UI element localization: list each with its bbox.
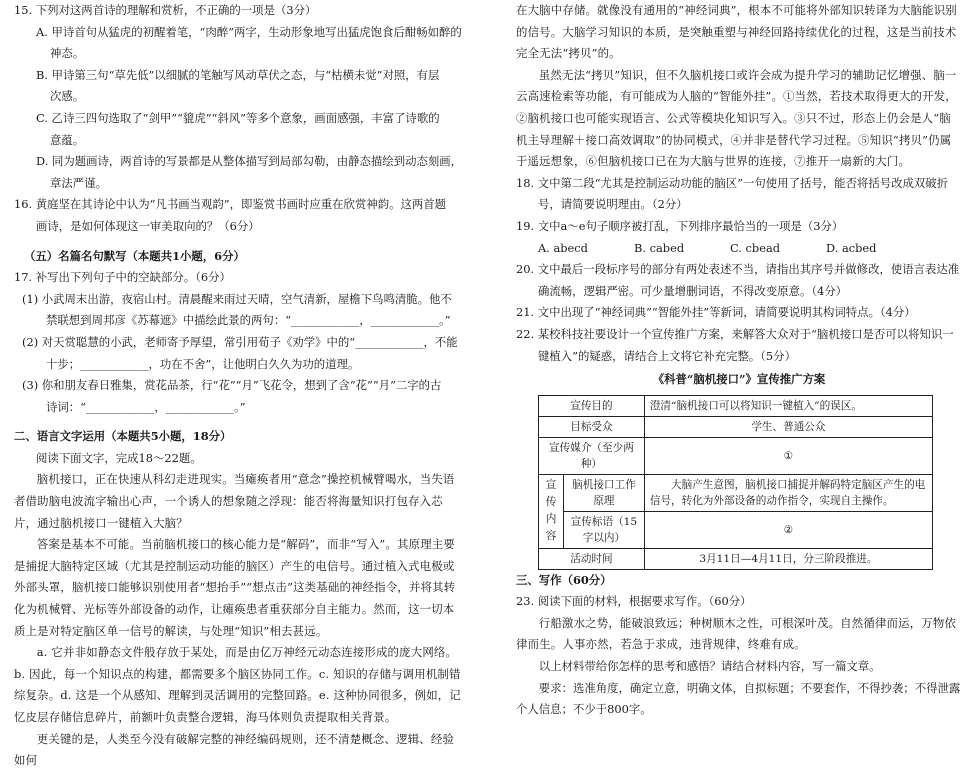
audience-label: 目标受众 <box>539 416 645 437</box>
q17-item-1: (1) 小武周末出游，夜宿山村。清晨醒来雨过天晴，空气清新，屋檐下鸟鸣清脆。他不 <box>22 291 452 306</box>
q15-option-c-cont: 意蕴。 <box>50 132 85 147</box>
table-row <box>539 548 933 569</box>
slogan-answer-slot: ② <box>644 511 932 548</box>
q17-item-2: (2) 对天赏聪慧的小武，老师寄予厚望，常引用荀子《劝学》中的“____________，不能 <box>22 334 458 349</box>
q23-stem: 23. 阅读下面的材料，根据要求写作。（60分） <box>516 594 752 609</box>
content-label: 宣传内容 <box>539 474 564 548</box>
table-row <box>539 437 933 474</box>
q17-stem: 17. 补写出下列句子中的空缺部分。（6分） <box>14 270 231 285</box>
slogan-label: 宣传标语（15字以内） <box>564 511 645 548</box>
table-row <box>539 474 933 511</box>
passage-option-a: a. 它并非如静态文件般存放于某处，而是由亿万神经元动态连接形成的庞大网络。 <box>36 645 458 660</box>
section-5-heading: （五）名篇名句默写（本题共1小题，6分） <box>24 248 245 263</box>
purpose-value: 澄清“脑机接口可以将知识一键植入”的误区。 <box>644 395 932 416</box>
q17-item-1-cont: 禁联想到周邦彦《苏幕遮》中描绘此景的两句：“____________，____________。” <box>46 313 451 328</box>
time-label: 活动时间 <box>539 548 645 569</box>
q17-item-3: (3) 你和朋友春日雅集，赏花品茶，行“花”“月”飞花令，想到了含“花”“月”二字的古 <box>22 378 442 393</box>
writing-prompt: 以上材料带给你怎样的思考和感悟？请结合材料内容，写一篇文章。 <box>538 659 881 674</box>
q19-option-a: A. abecd <box>538 240 588 255</box>
q15-option-a: A. 甲诗首句从猛虎的初醒着笔，“肉醉”两字，生动形象地写出猛虎饱食后酣畅如醉的 <box>36 24 462 39</box>
q15-option-d-cont: 章法严谨。 <box>50 175 107 190</box>
passage-options-b-e: b. 因此，每一个知识点的构建，都需要多个脑区协同工作。c. 知识的存储与调用机制错综复杂。d. 这是一个从感知、理解到灵活调用的完整回路。e. 这种协同很多，例如，记忆皮层存储信息碎片，前额叶负责整合逻辑，海马体则负责提取相关背景。 <box>14 666 461 724</box>
q22-stem-cont: 键植入”的疑惑，请结合上文将它补充完整。（5分） <box>538 348 796 363</box>
q19-option-d: D. acbed <box>826 240 877 255</box>
writing-material: 行船激水之势，能破浪致远；种树顺木之性，可根深叶茂。自然循律而运，万物依律而生。人事亦然，若急于求成，违背规律，终难有成。 <box>516 615 957 652</box>
q21-stem: 21. 文中出现了“神经词典”“智能外挂”等新词，请简要说明其构词特点。（4分） <box>516 305 916 320</box>
media-answer-slot: ① <box>644 437 932 474</box>
q20-stem-cont: 确流畅，逻辑严密。可少量增删词语，不得改变原意。（4分） <box>538 283 848 298</box>
right-column <box>516 0 962 721</box>
q15-option-b: B. 甲诗第三句“草先低”以细腻的笔触写风动草伏之态，与“枯横未觉”对照，有层 <box>36 67 440 82</box>
writing-requirements: 要求：选准角度，确定立意，明确文体，自拟标题；不要套作，不得抄袭；不得泄露个人信息；不少于800字。 <box>516 680 961 717</box>
purpose-label: 宣传目的 <box>539 395 645 416</box>
q15-option-c: C. 乙诗三四句选取了“剑甲”“貔虎”“斜风”等多个意象，画面感强，丰富了诗歌的 <box>36 110 440 125</box>
principle-value: 大脑产生意图，脑机接口捕捉并解码特定脑区产生的电信号，转化为外部设备的动作指令，实现自主操作。 <box>644 474 932 511</box>
q18-stem: 18. 文中第二段“尤其是控制运动功能的脑区”一句使用了括号，能否将括号改成双破折 <box>516 175 949 190</box>
table-row <box>539 511 933 548</box>
promotion-plan-table <box>538 395 933 570</box>
table-row <box>539 416 933 437</box>
part-3-heading: 三、写作（60分） <box>516 572 612 587</box>
q19-stem: 19. 文中a～e句子顺序被打乱，下列排序最恰当的一项是（3分） <box>516 218 844 233</box>
passage-continuation: 在大脑中存储。就像没有通用的“神经词典”，根本不可能将外部知识转译为大脑能识别的信号。大脑学习知识的本质，是突触重塑与神经回路持续优化的过程，这是当前技术完全无法“拷贝”的。 <box>516 3 957 61</box>
media-label: 宣传媒介（至少两种） <box>539 437 645 474</box>
q16-stem: 16. 黄庭坚在其诗论中认为“凡书画当观韵”，即鉴赏书画时应重在欣赏神韵。这两首题 <box>14 197 447 212</box>
time-value: 3月11日—4月11日，分三阶段推进。 <box>644 548 932 569</box>
q15-option-b-cont: 次感。 <box>50 89 85 104</box>
passage-last-paragraph: 虽然无法“拷贝”知识，但不久脑机接口或许会成为提升学习的辅助记忆增强、脑一云高速检索等功能，有可能成为人脑的“智能外挂”。①当然，若技术取得更大的开发，②脑机接口也可能实现语言、公式等模块化知识写入。③只不过，形态上仍会是人“脑机主导理解＋接口高效调取”的协同模式，④并非是替代学习过程。⑤知识“拷贝”仍属于遥远想象，⑥但脑机接口已在为大脑与世界的连接，⑦推开一扇新的大门。 <box>516 67 957 169</box>
q17-item-2-cont: 十步；____________，功在不舍”，让他明白久久为功的道理。 <box>46 356 360 371</box>
q19-option-c: C. cbead <box>730 240 781 255</box>
principle-label: 脑机接口工作原理 <box>564 474 645 511</box>
q15-option-a-cont: 神态。 <box>50 46 85 61</box>
part-2-heading: 二、语言文字运用（本题共5小题，18分） <box>14 429 232 444</box>
q20-stem: 20. 文中最后一段标序号的部分有两处表述不当，请指出其序号并做修改，使语言表达准 <box>516 262 960 277</box>
passage-paragraph-2: 答案是基本不可能。当前脑机接口的核心能力是“解码”，而非“写入”。其原理主要是捕捉大脑特定区域（尤其是控制运动功能的脑区）产生的电信号。通过植入式电极或外部头罩，脑机接口能够识别使用者“想抬手”“想点击”这类基础的神经指令，并将其转化为机械臂、光标等外部设备的动作，让瘫痪患者重获部分自主能力。然而，这一切本质上是对特定脑区单一信号的解读，与处理“知识”相去甚远。 <box>14 537 456 638</box>
q19-options <box>516 238 962 260</box>
q18-stem-cont: 号，请简要说明理由。（2分） <box>538 197 688 212</box>
q19-option-b: B. cabed <box>634 240 685 255</box>
plan-table-title: 《科普“脑机接口”》宣传推广方案 <box>652 372 826 387</box>
q15-option-d: D. 同为题画诗，两首诗的写景都是从整体描写到局部勾勒，由静态描绘到动态刻画， <box>36 154 462 169</box>
q15-stem: 15. 下列对这两首诗的理解和赏析，不正确的一项是（3分） <box>14 3 317 17</box>
reading-instruction: 阅读下面文字，完成18～22题。 <box>36 450 202 465</box>
passage-paragraph-1: 脑机接口，正在快速从科幻走进现实。当瘫痪者用“意念”操控机械臂喝水，当失语者借助脑电波流字输出心声，一个诱人的想象随之浮现：能否将海量知识打包存入芯片，通过脑机接口一键植入大脑？ <box>14 472 455 530</box>
q16-stem-cont: 画诗，是如何体现这一审美取向的？（6分） <box>36 218 260 233</box>
passage-paragraph-3: 更关键的是，人类至今没有破解完整的神经编码规则，还不清楚概念、逻辑、经验如何 <box>14 731 455 768</box>
audience-value: 学生、普通公众 <box>644 416 932 437</box>
q22-stem: 22. 某校科技社要设计一个宣传推广方案，来解答大众对于“脑机接口是否可以将知识一 <box>516 326 954 341</box>
q17-item-3-cont: 诗词：“____________，____________。” <box>46 399 246 414</box>
left-column <box>14 0 462 772</box>
table-row <box>539 395 933 416</box>
